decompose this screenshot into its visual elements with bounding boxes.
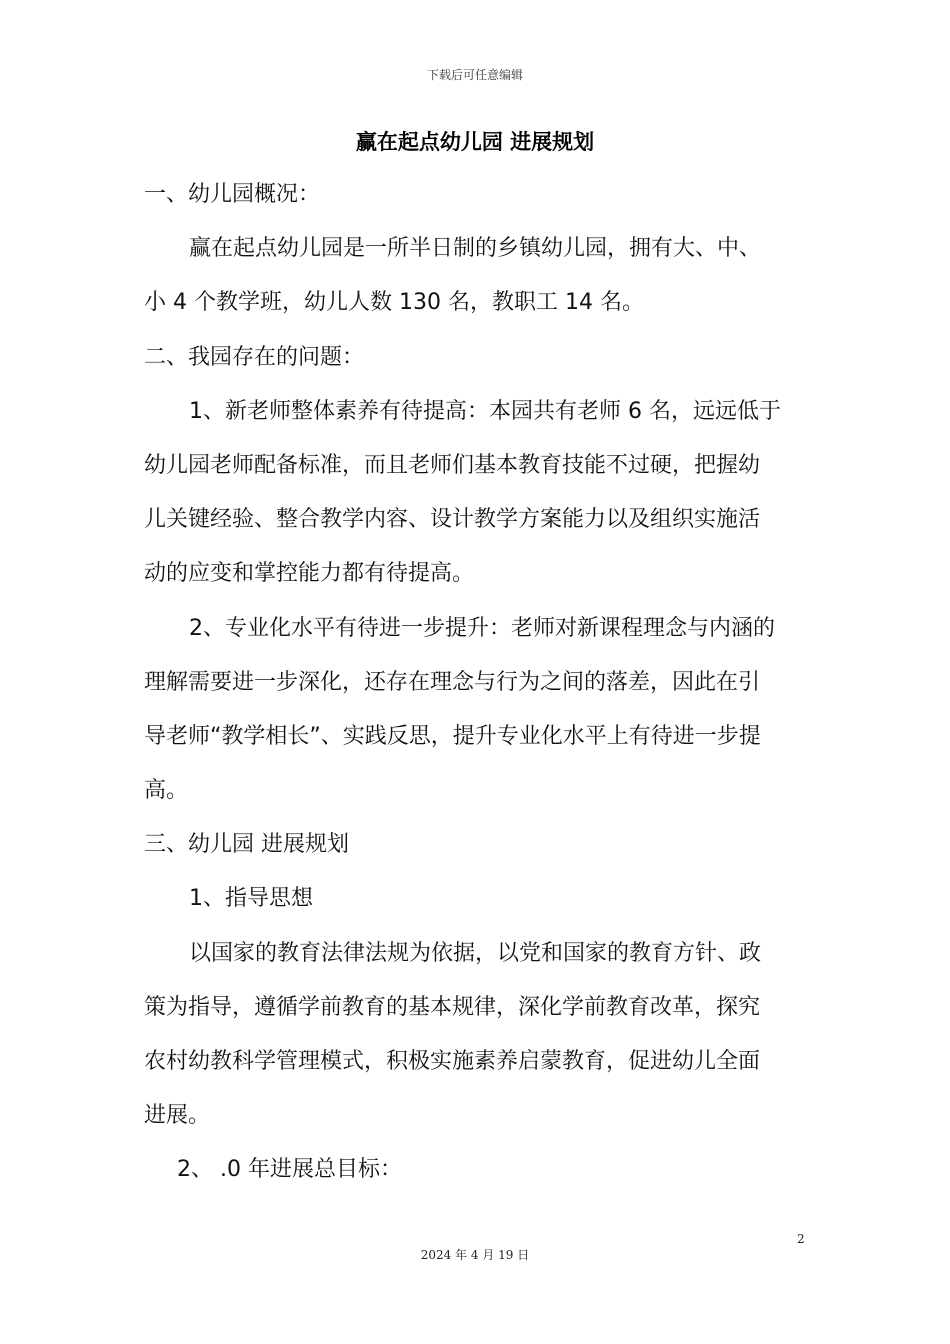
paragraph-line: 以国家的教育法律法规为依据，以党和国家的教育方针、政 <box>189 940 762 966</box>
header-note: 下载后可任意编辑 <box>426 68 523 82</box>
paragraph-line: 小 4 个教学班，幼儿人数 130 名，教职工 14 名。 <box>144 290 644 316</box>
paragraph-line: 进展。 <box>144 1103 211 1129</box>
footer-date: 2024 年 4 月 19 日 <box>420 1248 530 1262</box>
paragraph-line: 儿关键经验、整合教学内容、设计教学方案能力以及组织实施活 <box>144 507 761 533</box>
paragraph-line: 1、新老师整体素养有待提高：本园共有老师 6 名，远远低于 <box>189 398 781 424</box>
paragraph-line: 理解需要进一步深化，还存在理念与行为之间的落差，因此在引 <box>144 669 761 695</box>
section-heading-problems: 二、我园存在的问题： <box>144 344 365 370</box>
paragraph-line: 高。 <box>144 778 189 804</box>
section-heading-overview: 一、幼儿园概况： <box>144 182 321 207</box>
paragraph-line: 农村幼教科学管理模式，积极实施素养启蒙教育，促进幼儿全面 <box>144 1049 761 1074</box>
paragraph-line: 导老师“教学相长”、实践反思，提升专业化水平上有待进一步提 <box>144 723 761 749</box>
page-number: 2 <box>797 1232 805 1246</box>
subheading-overall-goal: 2、 .0 年进展总目标： <box>177 1157 402 1183</box>
subheading-guiding-thought: 1、指导思想 <box>189 886 313 912</box>
section-heading-plan: 三、幼儿园 进展规划 <box>144 832 349 858</box>
document-body <box>144 168 809 1198</box>
document-title: 赢在起点幼儿园 进展规划 <box>355 130 595 154</box>
paragraph-line: 幼儿园老师配备标准，而且老师们基本教育技能不过硬，把握幼 <box>144 452 761 478</box>
paragraph-line: 策为指导，遵循学前教育的基本规律，深化学前教育改革，探究 <box>144 994 761 1020</box>
paragraph-line: 动的应变和掌控能力都有待提高。 <box>144 561 475 587</box>
paragraph-line: 2、专业化水平有待进一步提升：老师对新课程理念与内涵的 <box>189 615 775 641</box>
paragraph-line: 赢在起点幼儿园是一所半日制的乡镇幼儿园，拥有大、中、 <box>189 236 762 262</box>
